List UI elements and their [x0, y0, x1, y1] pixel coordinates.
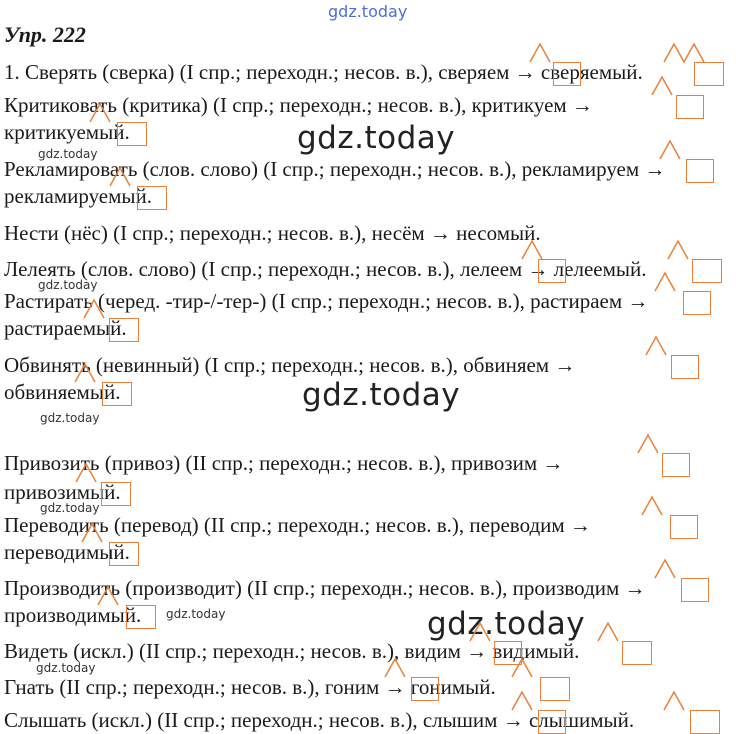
watermark-small: gdz.today	[40, 411, 100, 425]
text-line: Производить (производит) (II спр.; переходн.; несов. в.), производим →	[4, 576, 646, 600]
text-line: критикуемый.	[4, 120, 130, 144]
text-line: 1. Сверять (сверка) (I спр.; переходн.; несов. в.), сверяем → сверяемый.	[4, 60, 643, 84]
watermark-big: gdz.today	[297, 120, 456, 156]
watermark-big: gdz.today	[427, 606, 586, 642]
watermark-top: gdz.today	[328, 2, 408, 21]
text-line: обвиняемый.	[4, 380, 121, 404]
watermark-small: gdz.today	[36, 661, 96, 675]
text-line: Лелеять (слов. слово) (I спр.; переходн.; несов. в.), лелеем → лелеемый.	[4, 257, 647, 281]
watermark-small: gdz.today	[166, 607, 226, 621]
text-line: Критиковать (критика) (I спр.; переходн.; несов. в.), критикуем →	[4, 93, 593, 117]
exercise-title: Упр. 222	[4, 22, 86, 47]
text-line: Переводить (перевод) (II спр.; переходн.; несов. в.), переводим →	[4, 513, 591, 537]
text-line: привозимый.	[4, 480, 121, 504]
text-line: Видеть (искл.) (II спр.; переходн.; несов. в.), видим → видимый.	[4, 639, 580, 663]
text-line: рекламируемый.	[4, 184, 153, 208]
watermark-small: gdz.today	[38, 147, 98, 161]
watermark-small: gdz.today	[40, 501, 100, 515]
text-line: Нести (нёс) (I спр.; переходн.; несов. в.), несём → несомый.	[4, 221, 541, 245]
text-line: Растирать (черед. -тир-/-тер-) (I спр.; переходн.; несов. в.), растираем →	[4, 289, 649, 313]
text-line: переводимый.	[4, 540, 130, 564]
text-line: Обвинять (невинный) (I спр.; переходн.; несов. в.), обвиняем →	[4, 353, 576, 377]
text-line: растираемый.	[4, 316, 127, 340]
text-line: Рекламировать (слов. слово) (I спр.; переходн.; несов. в.), рекламируем →	[4, 157, 666, 181]
text-line: Привозить (привоз) (II спр.; переходн.; несов. в.), привозим →	[4, 451, 564, 475]
watermark-big: gdz.today	[302, 377, 461, 413]
text-line: Гнать (II спр.; переходн.; несов. в.), гоним → гонимый.	[4, 675, 496, 699]
watermark-small: gdz.today	[38, 278, 98, 292]
text-line: производимый.	[4, 603, 142, 627]
text-line: Слышать (искл.) (II спр.; переходн.; несов. в.), слышим → слышимый.	[4, 708, 635, 732]
